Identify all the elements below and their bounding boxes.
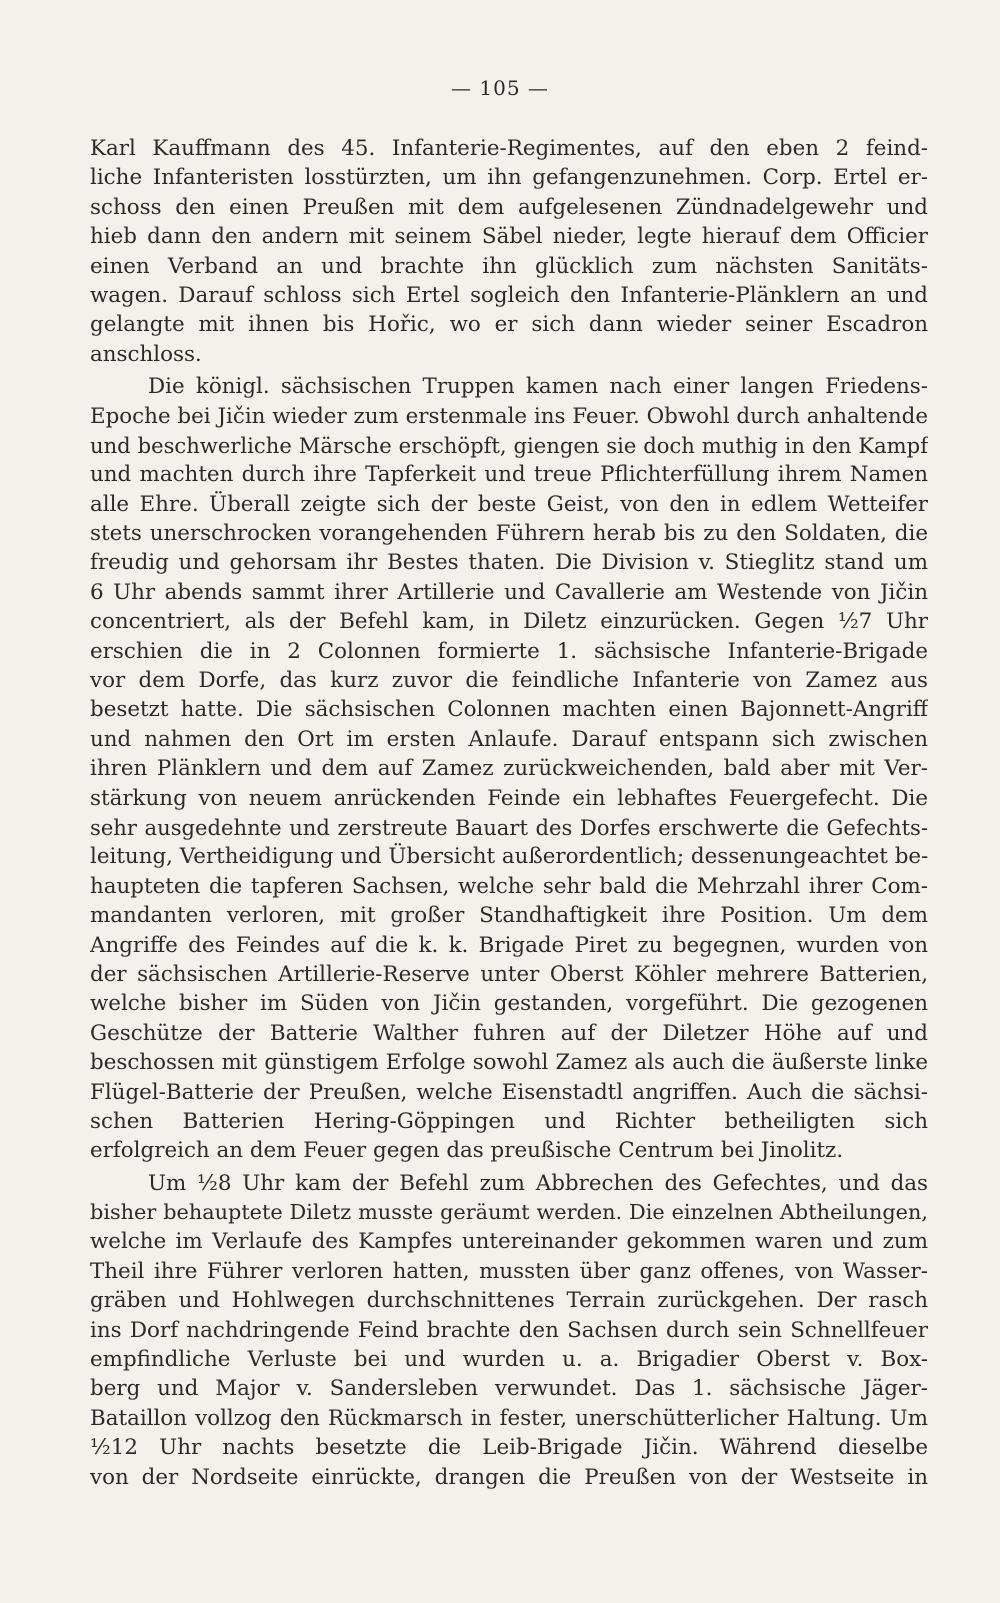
text-line: Geschütze der Batterie Walther fuhren auf der Diletzer Höhe auf und bbox=[90, 1020, 928, 1046]
text-line: liche Infanteristen losstürzten, um ihn gefangenzunehmen. Corp. Ertel er- bbox=[90, 165, 928, 191]
text-line: einen Verband an und brachte ihn glücklich zum nächsten Sanitäts- bbox=[90, 253, 928, 279]
text-line: haupteten die tapferen Sachsen, welche sehr bald die Mehrzahl ihrer Com- bbox=[90, 873, 928, 899]
text-line: gräben und Hohlwegen durchschnittenes Terrain zurückgehen. Der rasch bbox=[90, 1288, 928, 1314]
text-line: mandanten verloren, mit großer Standhaftigkeit ihre Position. Um dem bbox=[90, 903, 928, 929]
text-line: und machten durch ihre Tapferkeit und treue Pflichterfüllung ihrem Namen bbox=[90, 462, 928, 488]
page-number: — 105 — bbox=[451, 76, 549, 100]
text-line: welche im Verlaufe des Kampfes untereinander gekommen waren und zum bbox=[90, 1229, 928, 1255]
text-line: freudig und gehorsam ihr Bestes thaten. Die Division v. Stieglitz stand um bbox=[90, 550, 928, 576]
text-line: ihren Plänklern und dem auf Zamez zurückweichenden, bald aber mit Ver- bbox=[90, 756, 928, 782]
text-line: concentriert, als der Befehl kam, in Diletz einzurücken. Gegen ½7 Uhr bbox=[90, 609, 928, 635]
text-line: Karl Kauffmann des 45. Infanterie-Regimentes, auf den eben 2 feind- bbox=[90, 136, 928, 161]
text-line: hieb dann den andern mit seinem Säbel nieder, legte hierauf dem Officier bbox=[90, 224, 928, 250]
text-line: Epoche bei Jičin wieder zum erstenmale ins Feuer. Obwohl durch anhaltende bbox=[90, 403, 928, 429]
text-line: beschossen mit günstigem Erfolge sowohl Zamez als auch die äußerste linke bbox=[90, 1050, 928, 1076]
text-line: gelangte mit ihnen bis Hořic, wo er sich dann wieder seiner Escadron bbox=[90, 312, 928, 338]
text-line: anschloss. bbox=[90, 341, 202, 367]
text-line: Angriffe des Feindes auf die k. k. Brigade Piret zu begegnen, wurden von bbox=[90, 932, 928, 958]
text-line: erschien die in 2 Colonnen formierte 1. sächsische Infanterie-Brigade bbox=[90, 638, 928, 664]
text-line: 6 Uhr abends sammt ihrer Artillerie und Cavallerie am Westende von Jičin bbox=[90, 579, 928, 605]
text-line: stärkung von neuem anrückenden Feinde ein lebhaftes Feuergefecht. Die bbox=[90, 785, 928, 811]
text-line: erfolgreich an dem Feuer gegen das preußische Centrum bei Jinolitz. bbox=[90, 1138, 844, 1164]
text-line: schen Batterien Hering-Göppingen und Richter betheiligten sich bbox=[90, 1108, 928, 1134]
text-line: schoss den einen Preußen mit dem aufgelesenen Zündnadelgewehr und bbox=[90, 194, 928, 220]
text-line: und nahmen den Ort im ersten Anlaufe. Darauf entspann sich zwischen bbox=[90, 726, 928, 752]
text-line: sehr ausgedehnte und zerstreute Bauart des Dorfes erschwerte die Gefechts- bbox=[90, 814, 928, 840]
text-line: bisher behauptete Diletz musste geräumt werden. Die einzelnen Abtheilungen, bbox=[90, 1200, 928, 1225]
text-line: wagen. Darauf schloss sich Ertel sogleich den Infanterie-Plänklern an und bbox=[90, 282, 928, 308]
text-line: Bataillon vollzog den Rückmarsch in fester, unerschütterlicher Haltung. Um bbox=[90, 1405, 928, 1431]
text-line: empfindliche Verluste bei und wurden u. a. Brigadier Oberst v. Box- bbox=[90, 1347, 928, 1373]
text-line: berg und Major v. Sandersleben verwundet. Das 1. sächsische Jäger- bbox=[90, 1376, 928, 1402]
body-text bbox=[90, 134, 928, 1492]
text-line: stets unerschrocken vorangehenden Führern herab bis zu den Soldaten, die bbox=[90, 521, 928, 547]
text-line: Flügel-Batterie der Preußen, welche Eisenstadtl angriffen. Auch die sächsi- bbox=[90, 1079, 928, 1105]
text-line: Um ½8 Uhr kam der Befehl zum Abbrechen des Gefechtes, und das bbox=[148, 1170, 928, 1196]
text-line: leitung, Vertheidigung und Übersicht außerordentlich; dessenungeachtet be- bbox=[90, 844, 928, 870]
text-line: Die königl. sächsischen Truppen kamen nach einer langen Friedens- bbox=[148, 374, 928, 400]
text-line: der sächsischen Artillerie-Reserve unter Oberst Köhler mehrere Batterien, bbox=[90, 961, 928, 987]
text-line: vor dem Dorfe, das kurz zuvor die feindliche Infanterie von Zamez aus bbox=[90, 668, 928, 694]
text-line: welche bisher im Süden von Jičin gestanden, vorgeführt. Die gezogenen bbox=[90, 991, 928, 1017]
text-line: ins Dorf nachdringende Feind brachte den Sachsen durch sein Schnellfeuer bbox=[90, 1317, 928, 1343]
text-line: besetzt hatte. Die sächsischen Colonnen machten einen Bajonnett-Angriff bbox=[90, 697, 928, 723]
text-line: alle Ehre. Überall zeigte sich der beste Geist, von den in edlem Wetteifer bbox=[90, 491, 928, 517]
text-line: und beschwerliche Märsche erschöpft, giengen sie doch muthig in den Kampf bbox=[90, 432, 928, 458]
text-line: ½12 Uhr nachts besetzte die Leib-Brigade Jičin. Während dieselbe bbox=[90, 1435, 928, 1461]
text-line: Theil ihre Führer verloren hatten, mussten über ganz offenes, von Wasser- bbox=[90, 1258, 928, 1284]
text-line: von der Nordseite einrückte, drangen die Preußen von der Westseite in bbox=[90, 1464, 928, 1490]
